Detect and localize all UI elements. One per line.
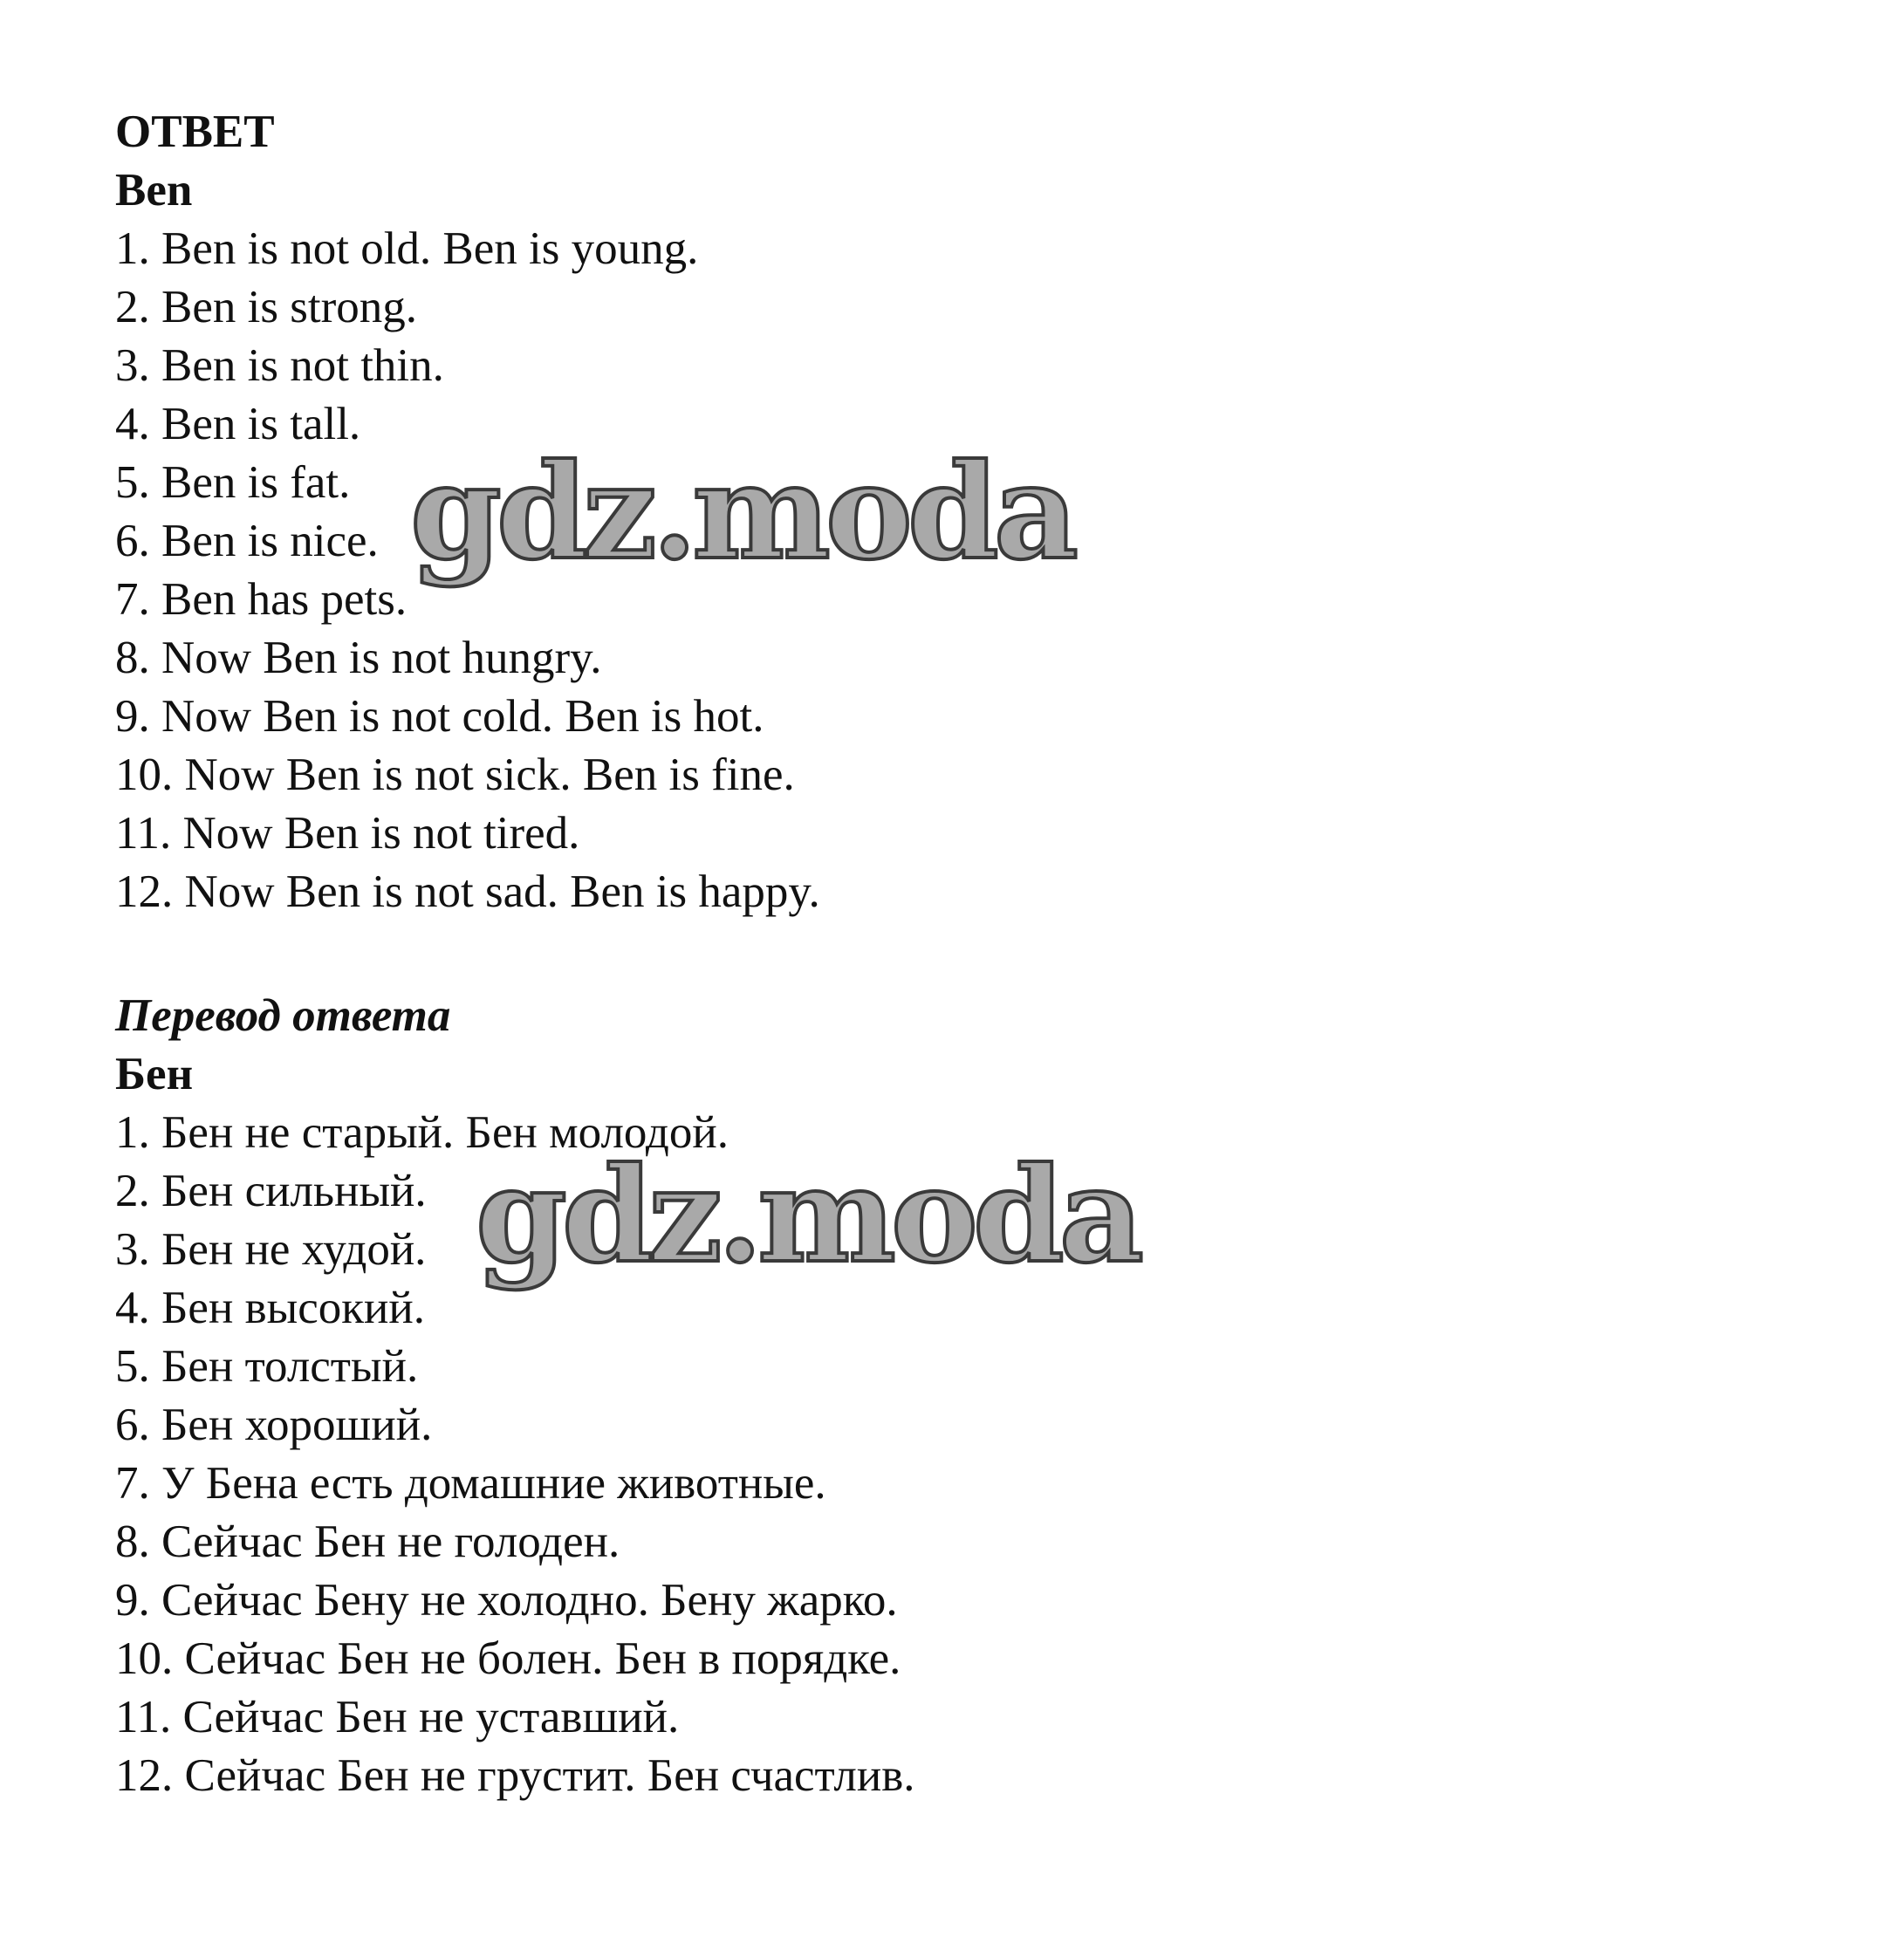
translation-title: Перевод ответа [115,990,451,1041]
list-item: 4. Ben is tall. [115,399,361,449]
list-item: 12. Now Ben is not sad. Ben is happy. [115,866,820,917]
list-item: 7. У Бена есть домашние животные. [115,1458,826,1509]
watermark: gdz.moda [476,1139,1140,1292]
list-item: 4. Бен высокий. [115,1283,425,1333]
translation-subtitle: Бен [115,1049,194,1099]
list-item: 3. Ben is not thin. [115,340,444,391]
list-item: 5. Бен толстый. [115,1341,419,1392]
list-item: 10. Сейчас Бен не болен. Бен в порядке. [115,1633,901,1684]
list-item: 12. Сейчас Бен не грустит. Бен счастлив. [115,1750,915,1801]
list-item: 6. Бен хороший. [115,1400,433,1450]
list-item: 3. Бен не худой. [115,1224,427,1275]
list-item: 8. Now Ben is not hungry. [115,633,602,683]
watermark: gdz.moda [410,435,1074,589]
answer-section [115,103,820,921]
list-item: 1. Ben is not old. Ben is young. [115,223,699,274]
answer-title: ОТВЕТ [115,106,275,157]
list-item: 5. Ben is fat. [115,457,351,508]
list-item: 1. Бен не старый. Бен молодой. [115,1107,729,1158]
list-item: 2. Ben is strong. [115,282,417,332]
answer-list [115,220,820,921]
list-item: 8. Сейчас Бен не голоден. [115,1516,620,1567]
list-item: 11. Сейчас Бен не уставший. [115,1692,680,1742]
list-item: 9. Сейчас Бену не холодно. Бену жарко. [115,1575,898,1626]
list-item: 10. Now Ben is not sick. Ben is fine. [115,750,795,800]
list-item: 6. Ben is nice. [115,516,379,566]
translation-section [115,987,914,1805]
list-item: 2. Бен сильный. [115,1166,427,1216]
list-item: 11. Now Ben is not tired. [115,808,580,859]
list-item: 9. Now Ben is not cold. Ben is hot. [115,691,764,742]
answer-subtitle: Ben [115,165,193,216]
list-item: 7. Ben has pets. [115,574,408,625]
translation-list [115,1104,914,1805]
